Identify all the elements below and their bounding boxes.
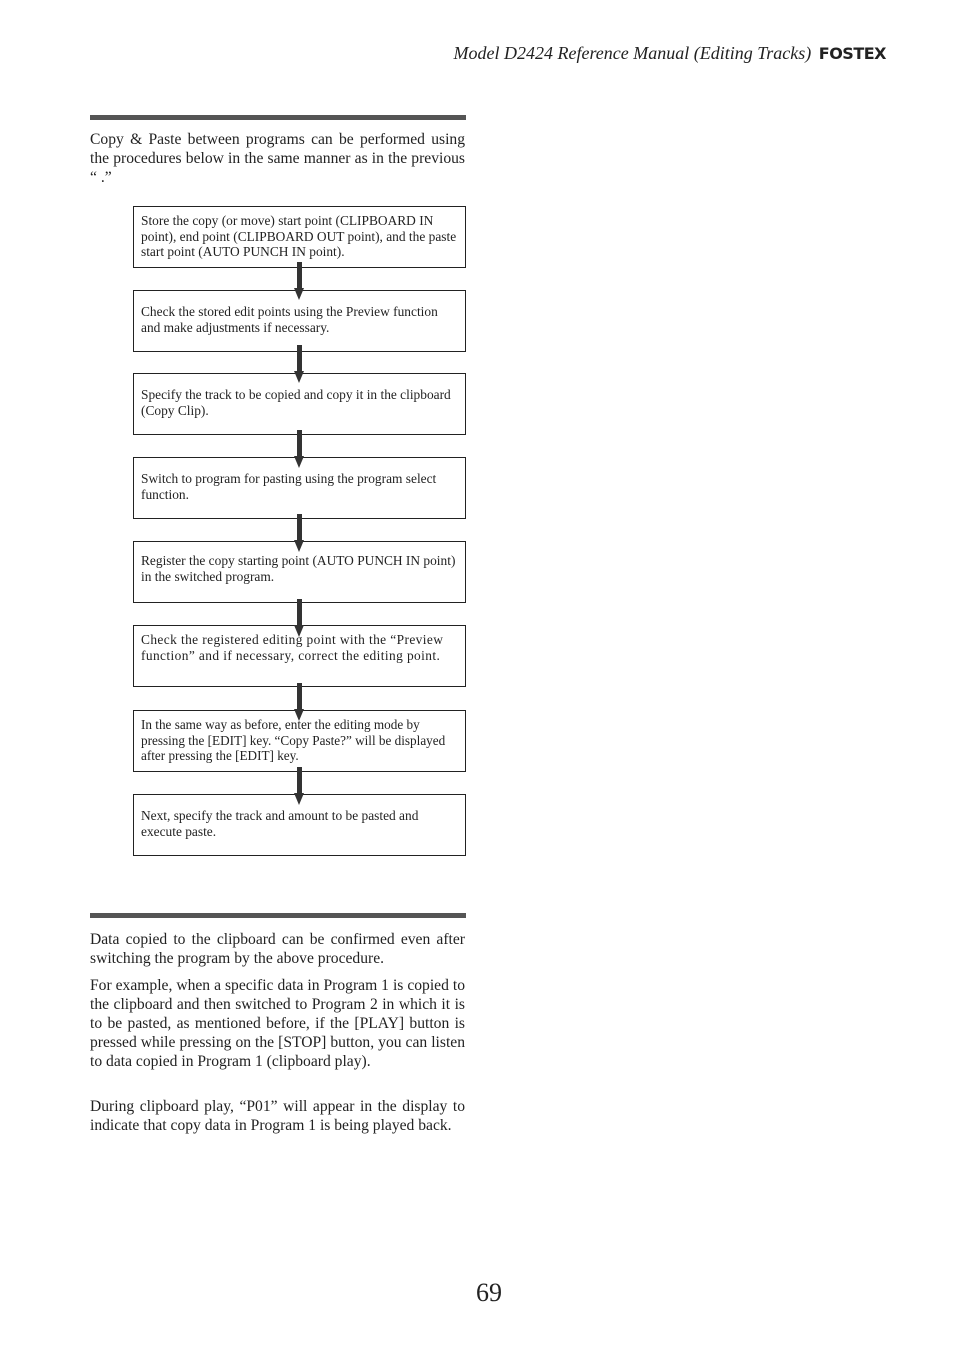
flow-step-text: Specify the track to be copied and copy it in the clipboard (Copy Clip). xyxy=(141,387,451,418)
flow-step-text: Check the registered editing point with the “Preview function” and if necessary, correct the editing point. xyxy=(141,632,444,663)
flow-step-text: In the same way as before, enter the editing mode by pressing the [EDIT] key. “Copy Paste?” will be displayed after pressing the [EDIT] key. xyxy=(141,717,446,763)
section-rule-1 xyxy=(90,115,466,120)
page-number: 69 xyxy=(476,1278,502,1307)
intro-paragraph: Copy & Paste between programs can be performed using the procedures below in the same manner as in the previous “ .” xyxy=(90,131,465,186)
flow-step-text: Check the stored edit points using the Preview function and make adjustments if necessary. xyxy=(141,304,438,335)
header-title: Model D2424 Reference Manual (Editing Tracks) xyxy=(453,43,812,63)
section-rule-2 xyxy=(90,913,466,918)
flow-step-text: Switch to program for pasting using the program select function. xyxy=(141,471,437,502)
body-paragraph-3: During clipboard play, “P01” will appear in the display to indicate that copy data in Program 1 is being played back. xyxy=(90,1098,465,1134)
flow-step-text: Next, specify the track and amount to be pasted and execute paste. xyxy=(141,808,419,839)
body-paragraph-1: Data copied to the clipboard can be confirmed even after switching the program by the above procedure. xyxy=(90,931,465,967)
page-header xyxy=(454,43,886,64)
brand-logo: FOSTEX xyxy=(818,44,886,63)
body-paragraph-2: For example, when a specific data in Program 1 is copied to the clipboard and then switched to Program 2 in which it is to be pasted, as mentioned before, if the [PLAY] button is pressed while pressing on the [STOP] button, you can listen to data copied in Program 1 (clipboard play). xyxy=(90,977,465,1070)
flow-step-text: Register the copy starting point (AUTO PUNCH IN point) in the switched program. xyxy=(141,553,456,584)
flow-step-text: Store the copy (or move) start point (CLIPBOARD IN point), end point (CLIPBOARD OUT point), and the paste start point (AUTO PUNCH IN point). xyxy=(141,213,457,259)
flow-step-1 xyxy=(133,206,466,268)
